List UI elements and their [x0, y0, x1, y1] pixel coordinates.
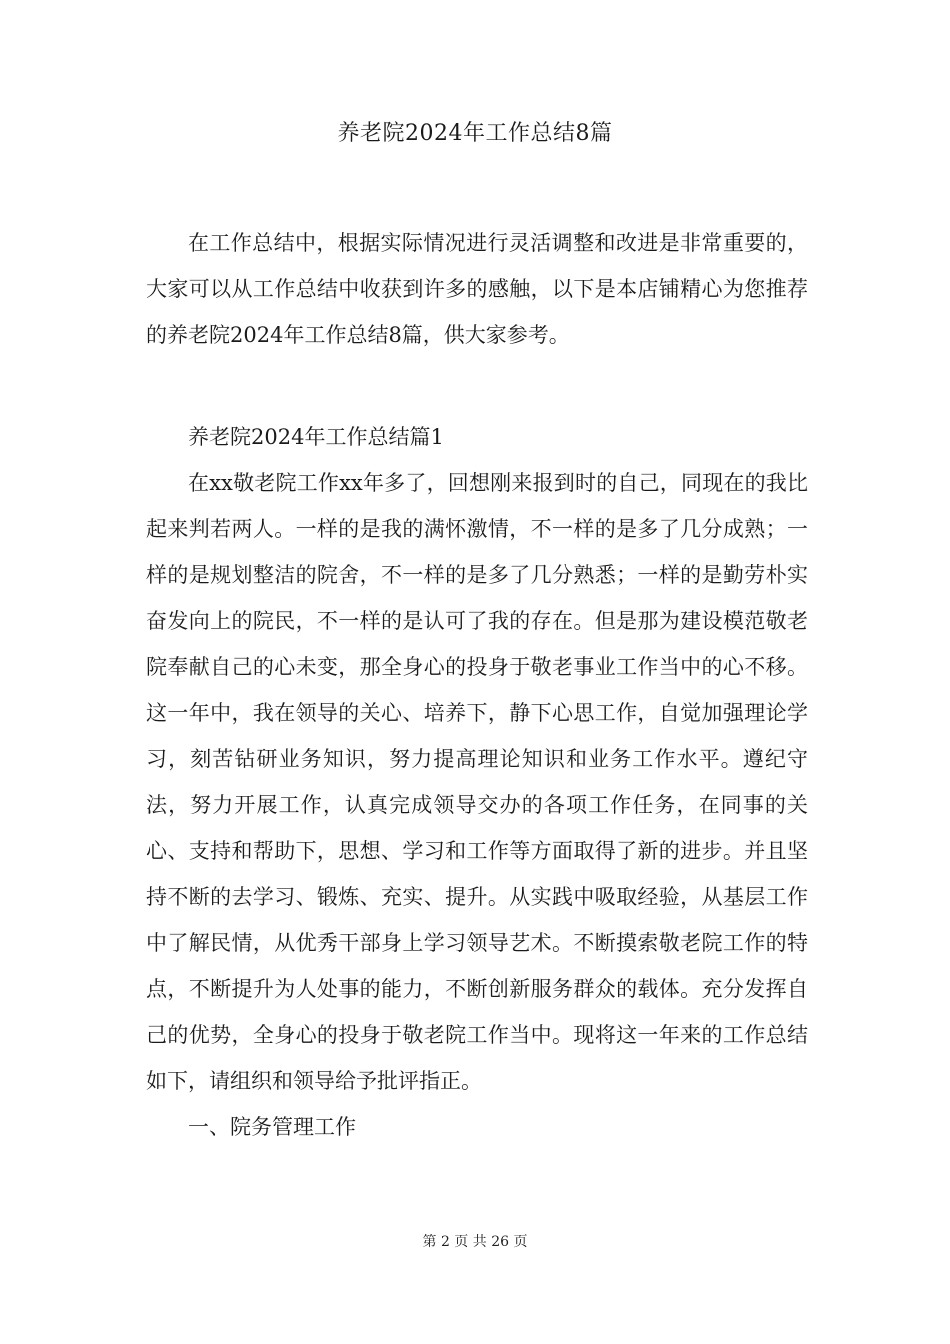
document-title: 养老院2024年工作总结8篇: [337, 121, 613, 146]
section-title: 养老院2024年工作总结篇1: [188, 425, 444, 449]
page-number-footer: 第 2 页 共 26 页: [422, 1234, 528, 1250]
body-paragraph: 在xx敬老院工作xx年多了，回想刚来报到时的自己，同现在的我比起来判若两人。一样的是我的满怀激情，不一样的是多了几分成熟；一样的是规划整洁的院舍，不一样的是多了几分熟悉；一样的是勤劳朴实奋发向上的院民，不一样的是认可了我的存在。但是那为建设模范敬老院奉献自己的心未变，那全身心的投身于敬老事业工作当中的心不移。这一年中，我在领导的关心、培养下，静下心思工作，自觉加强理论学习，刻苦钻研业务知识，努力提高理论知识和业务工作水平。遵纪守法，努力开展工作，认真完成领导交办的各项工作任务，在同事的关心、支持和帮助下，思想、学习和工作等方面取得了新的进步。并且坚持不断的去学习、锻炼、充实、提升。从实践中吸取经验，从基层工作中了解民情，从优秀干部身上学习领导艺术。不断摸索敬老院工作的特点，不断提升为人处事的能力，不断创新服务群众的载体。充分发挥自己的优势，全身心的投身于敬老院工作当中。现将这一年来的工作总结如下，请组织和领导给予批评指正。: [146, 471, 808, 1093]
intro-paragraph: 在工作总结中，根据实际情况进行灵活调整和改进是非常重要的，大家可以从工作总结中收获到许多的感触，以下是本店铺精心为您推荐的养老院2024年工作总结8篇，供大家参考。: [146, 231, 808, 347]
subheading: 一、院务管理工作: [188, 1115, 356, 1139]
document-body: [146, 414, 808, 1150]
